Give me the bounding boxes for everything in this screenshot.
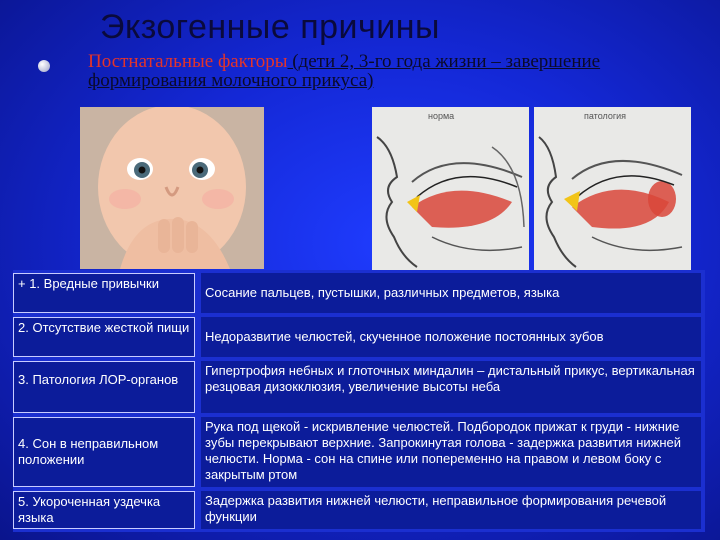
- cause-cell: 3. Патология ЛОР-органов: [13, 361, 195, 413]
- cause-cell: + 1. Вредные привычки: [13, 273, 195, 313]
- table-row: [13, 491, 705, 529]
- table-row: [13, 417, 705, 487]
- bullet-icon: [38, 60, 50, 72]
- cause-cell: 2. Отсутствие жесткой пищи: [13, 317, 195, 357]
- cause-cell: 4. Сон в неправильном положении: [13, 417, 195, 487]
- xray-pathology-label: патология: [584, 111, 627, 121]
- table-row: [13, 317, 705, 357]
- subtitle-detail: (дети 2, 3-го года жизни – завершение формирования молочного прикуса): [88, 51, 601, 91]
- effect-cell: Гипертрофия небных и глоточных миндалин – дистальный прикус, вертикальная резцовая дизокклюзия, увеличение высоты неба: [201, 361, 701, 413]
- baby-photo: [80, 107, 264, 269]
- xray-normal-image: [372, 107, 529, 270]
- effect-cell: Недоразвитие челюстей, скученное положение постоянных зубов: [201, 317, 701, 357]
- effect-cell: Задержка развития нижней челюсти, неправильное формирования речевой функции: [201, 491, 701, 529]
- effect-cell: Рука под щекой - искривление челюстей. Подбородок прижат к груди - нижние зубы перекрывают верхние. Запрокинутая голова - задержка развития нижней челюсти. Норма - сон на спине или попеременно на правом и левом боку с закрытым ртом: [201, 417, 701, 487]
- table-row: [13, 361, 705, 413]
- slide-subtitle: [88, 52, 648, 90]
- causes-table: [13, 270, 705, 532]
- cause-cell: 5. Укороченная уздечка языка: [13, 491, 195, 529]
- subtitle-highlight: Постнатальные факторы: [88, 51, 288, 72]
- xray-normal-label: норма: [428, 111, 455, 121]
- table-row: [13, 273, 705, 313]
- effect-cell: Сосание пальцев, пустышки, различных предметов, языка: [201, 273, 701, 313]
- xray-pathology-image: [534, 107, 691, 270]
- slide-title: Экзогенные причины: [100, 8, 440, 46]
